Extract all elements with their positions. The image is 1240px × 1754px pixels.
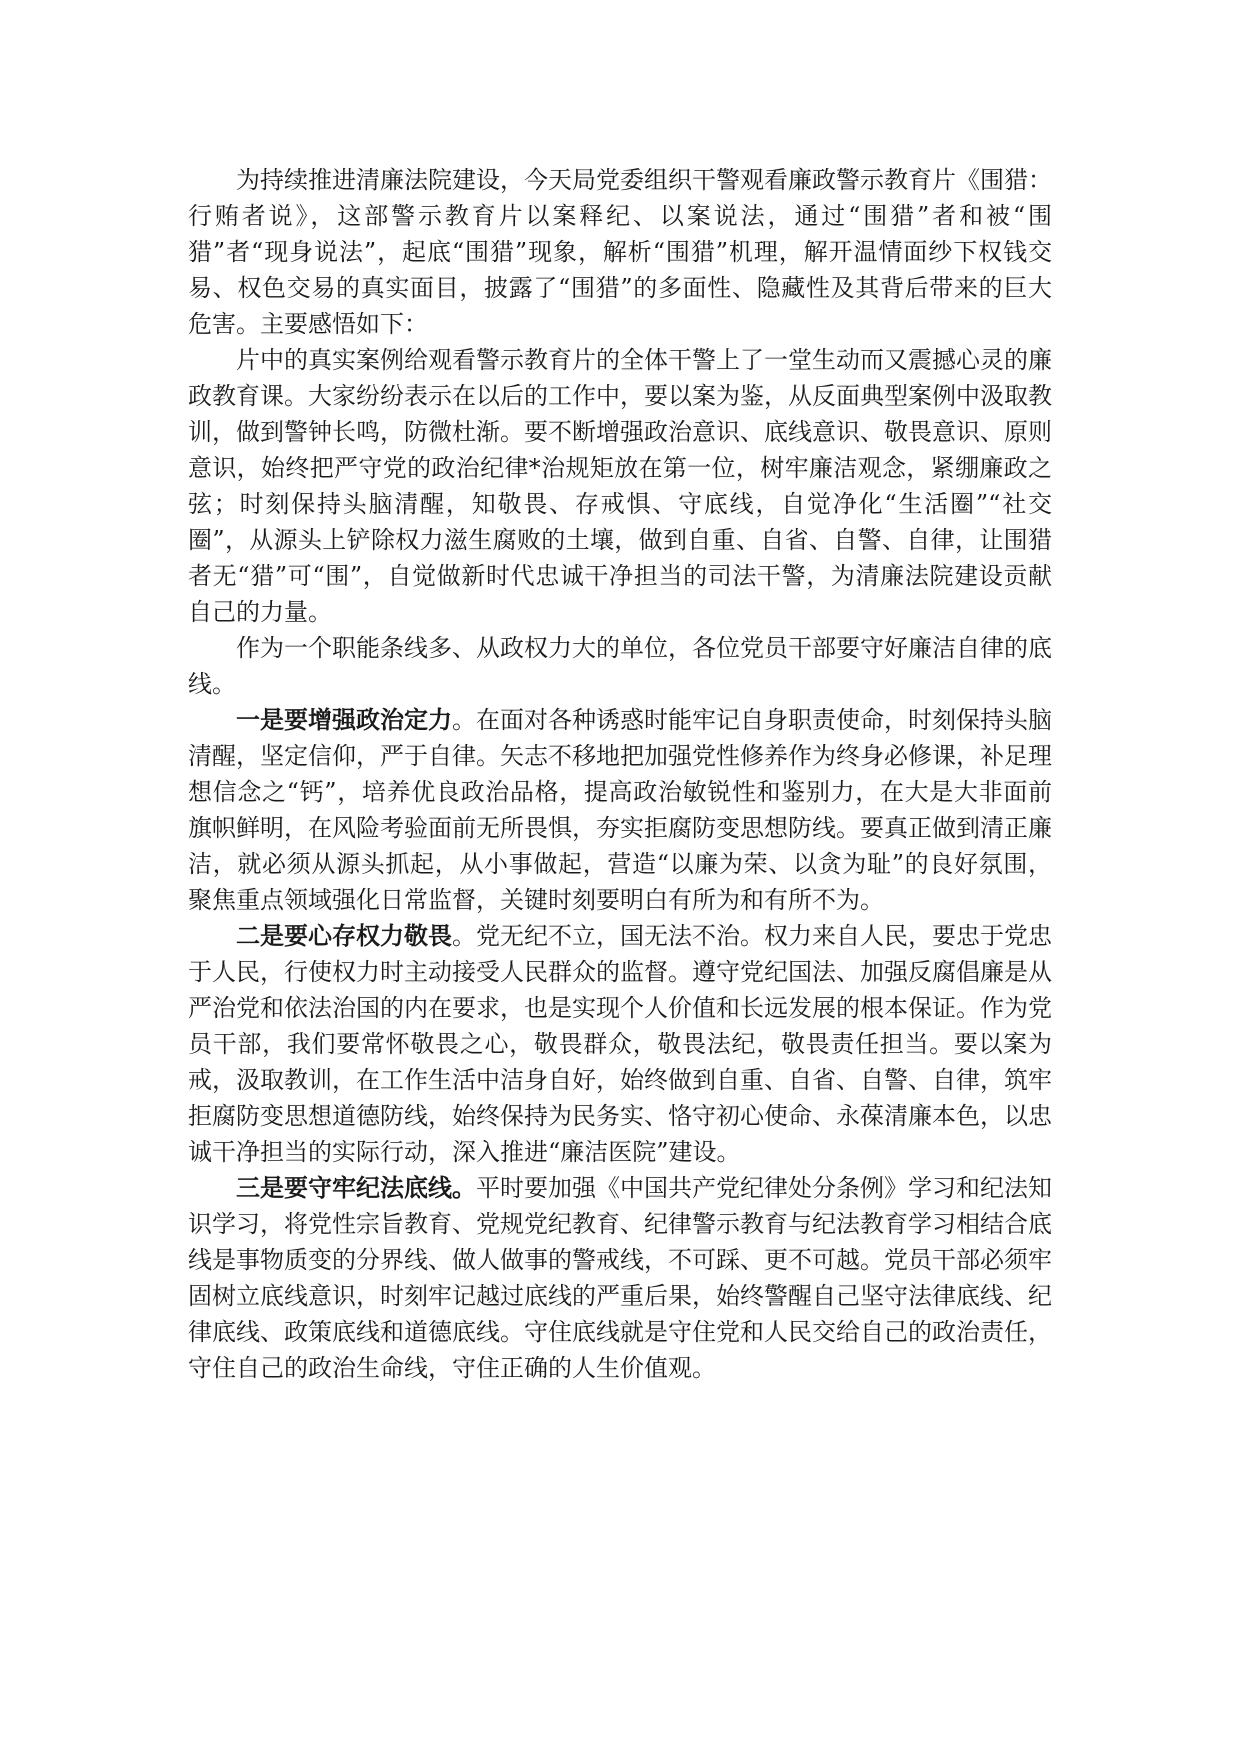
paragraph-lead: 一是要增强政治定力 bbox=[236, 705, 452, 734]
paragraph-text: 作为一个职能条线多、从政权力大的单位，各位党员干部要守好廉洁自律的底线。 bbox=[188, 634, 1052, 698]
paragraph-text: 为持续推进清廉法院建设，今天局党委组织干警观看廉政警示教育片《围猎：行贿者说》，这部警示教育片以案释纪、以案说法，通过“围猎”者和被“围猎”者“现身说法”，起底“围猎”现象，解析“围猎”机理，解开温情面纱下权钱交易、权色交易的真实面目，披露了“围猎”的多面性、隐藏性及其背后带来的巨大危害。主要感悟如下： bbox=[188, 166, 1052, 338]
paragraph-case-reflection bbox=[188, 342, 1052, 630]
paragraph-point-three bbox=[188, 1170, 1052, 1386]
document-body bbox=[188, 162, 1052, 1386]
paragraph-text: 平时要加强《中国共产党纪律处分条例》学习和纪法知识学习，将党性宗旨教育、党规党纪教育、纪律警示教育与纪法教育学习相结合底线是事物质变的分界线、做人做事的警戒线，不可踩、更不可越。党员干部必须牢固树立底线意识，时刻牢记越过底线的严重后果，始终警醒自己坚守法律底线、纪律底线、政策底线和道德底线。守住底线就是守住党和人民交给自己的政治责任，守住自己的政治生命线，守住正确的人生价值观。 bbox=[188, 1174, 1052, 1382]
paragraph-bottom-line bbox=[188, 630, 1052, 702]
paragraph-point-one bbox=[188, 702, 1052, 918]
paragraph-text: 。党无纪不立，国无法不治。权力来自人民，要忠于党忠于人民，行使权力时主动接受人民群众的监督。遵守党纪国法、加强反腐倡廉是从严治党和依法治国的内在要求，也是实现个人价值和长远发展的根本保证。作为党员干部，我们要常怀敬畏之心，敬畏群众，敬畏法纪，敬畏责任担当。要以案为戒，汲取教训，在工作生活中洁身自好，始终做到自重、自省、自警、自律，筑牢拒腐防变思想道德防线，始终保持为民务实、恪守初心使命、永葆清廉本色，以忠诚干净担当的实际行动，深入推进“廉洁医院”建设。 bbox=[188, 922, 1052, 1166]
paragraph-lead: 三是要守牢纪法底线。 bbox=[236, 1173, 476, 1202]
paragraph-intro bbox=[188, 162, 1052, 342]
paragraph-text: 片中的真实案例给观看警示教育片的全体干警上了一堂生动而又震撼心灵的廉政教育课。大家纷纷表示在以后的工作中，要以案为鉴，从反面典型案例中汲取教训，做到警钟长鸣，防微杜渐。要不断增强政治意识、底线意识、敬畏意识、原则意识，始终把严守党的政治纪律*治规矩放在第一位，树牢廉洁观念，紧绷廉政之弦；时刻保持头脑清醒，知敬畏、存戒惧、守底线，自觉净化“生活圈”“社交圈”，从源头上铲除权力滋生腐败的土壤，做到自重、自省、自警、自律，让围猎者无“猎”可“围”，自觉做新时代忠诚干净担当的司法干警，为清廉法院建设贡献自己的力量。 bbox=[188, 346, 1052, 626]
paragraph-lead: 二是要心存权力敬畏 bbox=[236, 921, 452, 950]
paragraph-text: 。在面对各种诱惑时能牢记自身职责使命，时刻保持头脑清醒，坚定信仰，严于自律。矢志不移地把加强党性修养作为终身必修课，补足理想信念之“钙”，培养优良政治品格，提高政治敏锐性和鉴别力，在大是大非面前旗帜鲜明，在风险考验面前无所畏惧，夯实拒腐防变思想防线。要真正做到清正廉洁，就必须从源头抓起，从小事做起，营造“以廉为荣、以贪为耻”的良好氛围，聚焦重点领域强化日常监督，关键时刻要明白有所为和有所不为。 bbox=[188, 706, 1052, 914]
paragraph-point-two bbox=[188, 918, 1052, 1170]
